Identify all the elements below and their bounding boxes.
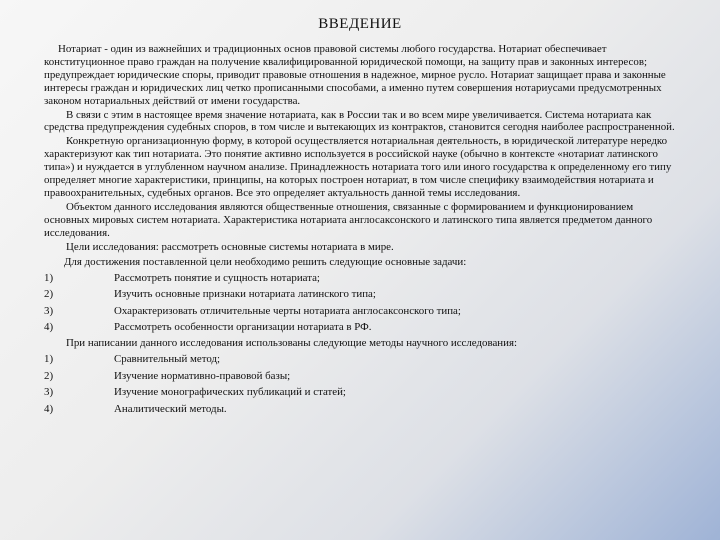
paragraph-relevance: Конкретную организационную форму, в которой осуществляется нотариальная деятельность, в юридической литературе нередко характеризуют как тип нотариата. Это понятие активно используется в российской науке (обычно в контексте «нотариат латинского типа») и нуждается в углубленном научном анализе. Принадлежность нотариата того или иного государства к определенному его типу определяет многие характеристики, принципы, на которых построен нотариат, в том числе специфику взаимодействия нотариата и правоохранительных, судебных органов. Все это определяет актуальность данной темы исследования. (44, 135, 672, 199)
list-item-text: Изучение нормативно-правовой базы; (114, 369, 291, 382)
list-item (44, 384, 678, 400)
list-item-number: 2) (44, 369, 54, 382)
list-item (44, 401, 678, 417)
list-item-number: 4) (44, 321, 54, 334)
list-item-text: Охарактеризовать отличительные черты нотариата англосаксонского типа; (114, 304, 461, 317)
list-item-text: Аналитический методы. (114, 402, 227, 415)
goals-statement: Цели исследования: рассмотреть основные системы нотариата в мире. (66, 241, 394, 254)
list-item (44, 319, 678, 335)
list-item-text: Изучить основные признаки нотариата латинского типа; (114, 288, 376, 301)
list-item (44, 286, 678, 302)
paragraph-object-subject: Объектом данного исследования являются общественные отношения, связанные с формированием и функционированием основных мировых систем нотариата. Характеристика нотариата англосаксонского и латинского типа является предметом данного исследования. (44, 200, 653, 239)
list-item (44, 351, 678, 367)
list-item-text: Изучение монографических публикаций и статей; (114, 386, 346, 399)
paragraph-intro: Нотариат - один из важнейших и традиционных основ правовой системы любого государства. Нотариат обеспечивает конституционное право граждан на получение квалифицированной юридической помощи, на защиту прав и законных интересов; предупреждает юридические споры, приводит правовые отношения в надежное, мирное русло. Нотариат защищает права и законные интересы граждан и юридических лиц четко прописанными способами, а именно путем совершения нотариусами предусмотренных законом нотариальных действий от имени государства. (44, 43, 666, 107)
list-item (44, 368, 678, 384)
document-body (44, 43, 678, 417)
tasks-list (44, 270, 678, 336)
methods-intro: При написании данного исследования использованы следующие методы научного исследования: (66, 337, 517, 350)
list-item-number: 3) (44, 386, 54, 399)
list-item-number: 2) (44, 288, 54, 301)
list-item-text: Рассмотреть особенности организации нотариата в РФ. (114, 321, 372, 334)
list-item-text: Рассмотреть понятие и сущность нотариата; (114, 271, 320, 284)
list-item-text: Сравнительный метод; (114, 353, 221, 366)
list-item (44, 303, 678, 319)
page-title: ВВЕДЕНИЕ (318, 16, 402, 32)
list-item (44, 270, 678, 286)
list-item-number: 3) (44, 304, 54, 317)
tasks-intro: Для достижения поставленной цели необходимо решить следующие основные задачи: (64, 255, 467, 268)
methods-list (44, 351, 678, 417)
paragraph-significance: В связи с этим в настоящее время значение нотариата, как в России так и во всем мире увеличивается. Система нотариата как средства предупреждения судебных споров, в том числе и вытекающих из контрактов, становится сегодня наиболее распространенной. (44, 108, 675, 134)
list-item-number: 1) (44, 353, 54, 366)
list-item-number: 4) (44, 402, 54, 415)
list-item-number: 1) (44, 271, 54, 284)
